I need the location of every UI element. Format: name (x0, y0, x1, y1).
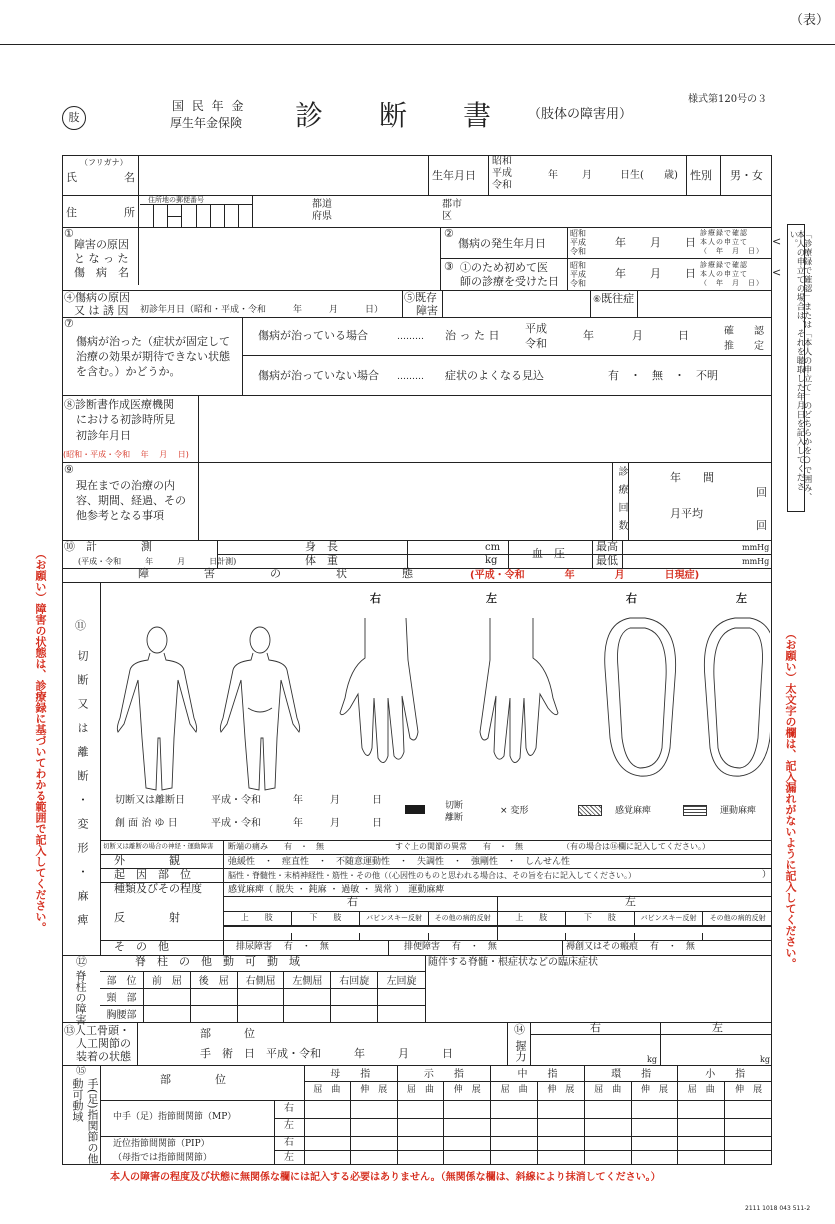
origin-label: 起 因 部 位 (114, 868, 191, 881)
arrow-left-icon: < (772, 235, 782, 248)
healing-date-label: 創 面 治 ゆ 日 (115, 818, 178, 829)
section11-label: 切断又は離断・変形・麻痺 (76, 650, 89, 938)
cured-year-unit: 年 (583, 329, 594, 342)
onset-era-options[interactable]: 昭和 平成 令和 (570, 229, 586, 256)
birth-year-unit: 年 (548, 170, 558, 181)
footer-note: 本人の障害の程度及び状態に無関係な欄には記入する必要はありません。（無関係な欄は、斜線により抹消してください。） (110, 1172, 661, 1183)
motor-legend-label: 運動麻痺 (720, 806, 757, 816)
healing-day-unit: 日 (372, 818, 382, 829)
treatment-label: 現在までの治療の内 容、期間、経過、その 他参考となる事項 (76, 479, 186, 522)
spine-input[interactable] (238, 1006, 285, 1023)
address-label-b: 所 (124, 206, 135, 219)
onset-year-unit: 年 (615, 236, 626, 249)
bp-high-label: 最高 (596, 540, 618, 553)
bp-low-unit: mmHg (742, 557, 770, 566)
existing-disability-input[interactable] (444, 292, 588, 315)
other-label: そ の 他 (114, 940, 169, 953)
grip-right-unit: kg (647, 1055, 657, 1064)
visits-label: 診療回数 (616, 466, 627, 538)
cured-era-options[interactable]: 平成 令和 (525, 322, 547, 350)
side-note-right: 「診療録で確認」または「本人の申立て」のどちらかを○で囲み、本人の申立ての場合は、それを聴取した年月日を記入してください。 (788, 230, 812, 502)
stump-pain-options[interactable]: 断端の痛み 有 ・ 無 (228, 842, 324, 851)
hand-left-label: 左 (486, 592, 497, 605)
mp-joint-label: 中手（足）指節間関節（MP） (113, 1112, 237, 1122)
nerve-note: （有の場合は⑯欄に記入してください。） (562, 842, 710, 851)
page-title: 診 断 書 (295, 99, 492, 132)
reason-first-date[interactable]: 初診年月日（昭和・平成・令和 年 月 日） (140, 305, 384, 315)
address-input[interactable] (254, 197, 770, 225)
pip-right-label: 右 (284, 1137, 294, 1148)
spine-input[interactable] (284, 1006, 331, 1023)
spine-input[interactable] (144, 1006, 191, 1023)
healing-year-unit: 年 (293, 818, 303, 829)
grip-label: 握力 (514, 1040, 527, 1062)
onset-number: ② (444, 227, 454, 240)
bp-high-unit: mmHg (742, 543, 770, 552)
fingers-number: ⑮ (76, 1066, 86, 1077)
reflex-grid: 上 肢 下 肢 バビンスキー反射 その他の病的反射 上 肢 下 肢 バビンスキー反射 その他の病的反射 (223, 911, 772, 940)
spine-input[interactable] (378, 1006, 425, 1023)
motor-paralysis-legend-icon (683, 805, 707, 816)
outlook-label: 症状のよくなる見込 (445, 369, 544, 382)
page-side-label: （表） (789, 13, 829, 28)
sensory-legend-label: 感覚麻痺 (615, 806, 652, 816)
status-header-label: 障 害 の 状 態 (138, 567, 413, 580)
body-diagrams[interactable] (110, 598, 770, 798)
medical-history-label: ⑥既往症 (593, 292, 635, 305)
reflex-input[interactable] (292, 933, 361, 940)
insurance-line-2: 厚生年金保険 (170, 116, 243, 130)
grip-right-label: 右 (590, 1021, 601, 1034)
onset-confirm-options[interactable]: 診療録で確認 本人の申立て （ 年 月 日） (700, 229, 764, 255)
bedsore-options[interactable]: 褥創又はその瘢痕 有 ・ 無 (566, 942, 695, 952)
insurance-line-1: 国 民 年 金 (172, 99, 246, 113)
first-visit-month-unit: 月 (650, 267, 661, 280)
type-options[interactable]: 感覚麻痺（ 脱失 ・ 鈍麻 ・ 過敏 ・ 異常 ） 運動麻痺 (228, 885, 445, 895)
cause-label: 障害の原因 と な っ た 傷 病 名 (74, 238, 129, 279)
measurement-label: ⑩ 計 測 (64, 540, 152, 553)
foot-right-label: 右 (626, 592, 637, 605)
existing-disability-label: ⑤既存 障害 (404, 291, 438, 317)
spine-label: 脊柱の障害 (74, 970, 87, 1025)
sensory-paralysis-legend-icon (578, 805, 602, 816)
pip-joint-label: 近位指節間関節（PIP） （母指では指節間関節） (113, 1139, 213, 1163)
height-input[interactable] (409, 541, 479, 553)
first-visit-label: ①のため初めて医 師の診療を受けた日 (460, 261, 559, 288)
form-code: 2111 1018 043 511-2 (745, 1205, 811, 1212)
name-input[interactable] (140, 157, 426, 193)
category-mark: 肢 (62, 106, 86, 130)
weight-input[interactable] (409, 555, 479, 567)
amputation-legend-icon (405, 805, 425, 814)
annual-visits-label: 年 間 (670, 471, 714, 484)
cured-label: 傷病が治った（症状が固定して 治療の効果が期待できない状態 を含む。）かどうか。 (76, 335, 230, 378)
height-unit: cm (485, 542, 501, 553)
onset-month-unit: 月 (650, 236, 661, 249)
finger-rom-inputs[interactable] (304, 1100, 772, 1165)
monthly-visits-unit[interactable]: 回 (756, 519, 767, 532)
deformity-legend-label: × 変形 (500, 806, 529, 816)
dots: ……… (397, 332, 424, 342)
reflex-input[interactable] (223, 933, 292, 940)
spine-input[interactable] (191, 1006, 238, 1023)
reflex-input[interactable] (566, 933, 635, 940)
spine-input[interactable] (331, 989, 378, 1006)
reason-label: ④傷病の原因 又 は 誘 因 (64, 291, 130, 317)
page-subtitle: （肢体の障害用） (528, 107, 633, 122)
annual-visits-unit[interactable]: 回 (756, 486, 767, 499)
onset-label: 傷病の発生年月日 (458, 237, 546, 250)
grip-left-unit: kg (760, 1055, 770, 1064)
initial-findings-date-hint[interactable]: (昭和・平成・令和 年 月 日) (63, 450, 189, 459)
grip-left-input[interactable] (662, 1036, 757, 1062)
amputation-era[interactable]: 平成・令和 (211, 795, 261, 806)
cause-number: ① (64, 227, 74, 240)
weight-unit: kg (485, 555, 498, 566)
amputation-month-unit: 月 (330, 795, 340, 806)
spine-input[interactable] (191, 989, 238, 1006)
healing-month-unit: 月 (330, 818, 340, 829)
urine-options[interactable]: 排尿障害 有 ・ 無 (236, 942, 329, 952)
prefecture-label: 都道 府県 (312, 199, 332, 222)
initial-findings-label: ⑧診断書作成医療機関 における初診時所見 (64, 398, 175, 426)
bp-low-label: 最低 (596, 554, 618, 567)
city-label: 郡市 区 (442, 199, 462, 222)
weight-label: 体 重 (305, 554, 338, 567)
amputation-day-unit: 日 (372, 795, 382, 806)
initial-findings-input[interactable] (200, 397, 770, 460)
appearance-options[interactable]: 弛緩性 ・ 痙直性 ・ 不随意運動性 ・ 失調性 ・ 強剛性 ・ しんせん性 (228, 857, 571, 867)
spine-header: 脊 柱 の 他 動 可 動 域 (135, 955, 300, 968)
measurement-date-hint[interactable]: (平成・令和 年 月 日計測) (78, 557, 237, 566)
postal-code-boxes[interactable] (140, 204, 252, 228)
origin-close-paren: ） (762, 870, 772, 880)
address-label-a: 住 (66, 206, 77, 219)
birth-month-unit: 月 (582, 170, 592, 181)
spine-number: ⑫ (76, 955, 87, 968)
not-cured-case-label: 傷病が治っていない場合 (258, 369, 379, 382)
artificial-site-label: 部 位 (200, 1027, 255, 1040)
monthly-visits-label: 月平均 (670, 507, 703, 520)
dots: ……… (397, 372, 424, 382)
spine-input[interactable] (284, 989, 331, 1006)
spine-input[interactable] (144, 989, 191, 1006)
spine-grid: 部 位 前 屈 後 屈 右側屈 左側屈 右回旋 左回旋 頸 部 胸腰部 (100, 971, 425, 1023)
nerve-row-label: 切断又は離断の場合の神経・運動障害 (103, 842, 214, 850)
height-label: 身 長 (305, 540, 338, 553)
name-label-a: 氏 (66, 171, 77, 184)
reflex-left-label: 左 (625, 895, 636, 908)
amputation-date-label: 切断又は離断日 (115, 795, 185, 806)
pip-left-label: 左 (284, 1152, 294, 1163)
side-note-right-red: （お願い）太文字の欄は、記入漏れがないように記入してください。 (784, 628, 797, 969)
artificial-surgery-date[interactable]: 手 術 日 平成・令和 年 月 日 (200, 1047, 453, 1060)
fingers-site-label: 部 位 (160, 1073, 226, 1086)
joint-abnormal-options[interactable]: すぐ上の関節の異常 有 ・ 無 (395, 842, 523, 851)
outlook-options[interactable]: 有 ・ 無 ・ 不明 (608, 369, 718, 382)
treatment-input[interactable] (200, 464, 610, 538)
birth-day-unit: 日生( (620, 170, 644, 181)
finger-rom-grid: 母 指 示 指 中 指 環 指 小 指 屈 曲 伸 展 屈 曲 伸 展 屈 曲 伸 展 屈 曲 伸 展 屈 曲 伸 展 (304, 1065, 772, 1165)
bowel-options[interactable]: 排便障害 有 ・ 無 (404, 942, 497, 952)
cured-case-label: 傷病が治っている場合 (258, 329, 368, 342)
sex-options[interactable]: 男・女 (730, 169, 763, 182)
medical-history-input[interactable] (639, 292, 770, 315)
cured-day-unit: 日 (678, 329, 689, 342)
name-label-b: 名 (124, 171, 135, 184)
reflex-right-label: 右 (347, 895, 358, 908)
status-date[interactable]: (平成・令和 年 月 日現症) (470, 570, 700, 581)
first-visit-era-options[interactable]: 昭和 平成 令和 (570, 261, 586, 288)
fingers-label: 手(足)指関節の他動可動域 (71, 1078, 99, 1164)
type-label: 種類及びその程度 (114, 882, 202, 895)
furigana-label: （フリガナ） (80, 158, 128, 167)
grip-number: ⑭ (514, 1023, 525, 1036)
reflex-input[interactable] (498, 933, 567, 940)
treatment-number: ⑨ (64, 463, 74, 476)
initial-findings-date-label: 初診年月日 (76, 429, 131, 442)
postal-code-label: 住所地の郵便番号 (148, 196, 204, 204)
first-visit-number: ③ (444, 260, 454, 273)
grip-left-label: 左 (712, 1021, 723, 1034)
amputation-legend-label: 切断 離断 (445, 801, 464, 823)
cured-date-label: 治 っ た 日 (445, 329, 500, 342)
cured-month-unit: 月 (632, 329, 643, 342)
reflex-input[interactable] (703, 933, 772, 940)
arrow-left-icon: < (772, 266, 782, 279)
onset-day-unit: 日 (685, 236, 696, 249)
appearance-label: 外 観 (114, 854, 180, 867)
reflex-label: 反 射 (114, 911, 180, 924)
form-number: 様式第120号の３ (688, 94, 768, 105)
mp-right-label: 右 (284, 1103, 294, 1114)
reflex-input[interactable] (635, 933, 704, 940)
mp-left-label: 左 (284, 1120, 294, 1131)
birth-date-label: 生年月日 (432, 169, 476, 182)
birth-era-options[interactable]: 昭和 平成 令和 (492, 156, 512, 191)
artificial-joint-label: ⑬人工骨頭・ 人工関節の 装着の状態 (64, 1024, 131, 1063)
reflex-input[interactable] (360, 933, 429, 940)
cause-disease-input[interactable] (140, 229, 438, 288)
foot-left-label: 左 (736, 592, 747, 605)
first-visit-confirm-options[interactable]: 診療録で確認 本人の申立て （ 年 月 日） (700, 261, 764, 287)
origin-options[interactable]: 脳性・脊髄性・末梢神経性・筋性・その他（（心因性のものと思われる場合は、その旨を右に記入してください。） (228, 871, 636, 880)
spine-input[interactable] (378, 989, 425, 1006)
reflex-input[interactable] (429, 933, 498, 940)
sex-label: 性別 (690, 169, 712, 182)
cured-confirm-options[interactable]: 確 認 推 定 (724, 326, 764, 352)
hand-right-label: 右 (370, 592, 381, 605)
amputation-year-unit: 年 (293, 795, 303, 806)
first-visit-year-unit: 年 (615, 267, 626, 280)
section11-number: ⑪ (75, 619, 86, 632)
spine-symptoms-label: 随伴する脊髄・根症状などの臨床症状 (428, 957, 598, 968)
side-note-left: （お願い）障害の状態は、診療録に基づいてわかる範囲で記入してください。 (34, 548, 47, 933)
human-body-front-icon (110, 598, 770, 798)
cured-number: ⑦ (64, 317, 74, 330)
spine-input[interactable] (238, 989, 285, 1006)
first-visit-day-unit: 日 (685, 267, 696, 280)
age-unit: 歳) (664, 170, 678, 181)
grip-right-input[interactable] (532, 1036, 642, 1062)
blood-pressure-label: 血 圧 (532, 547, 565, 560)
spine-input[interactable] (331, 1006, 378, 1023)
healing-era[interactable]: 平成・令和 (211, 818, 261, 829)
